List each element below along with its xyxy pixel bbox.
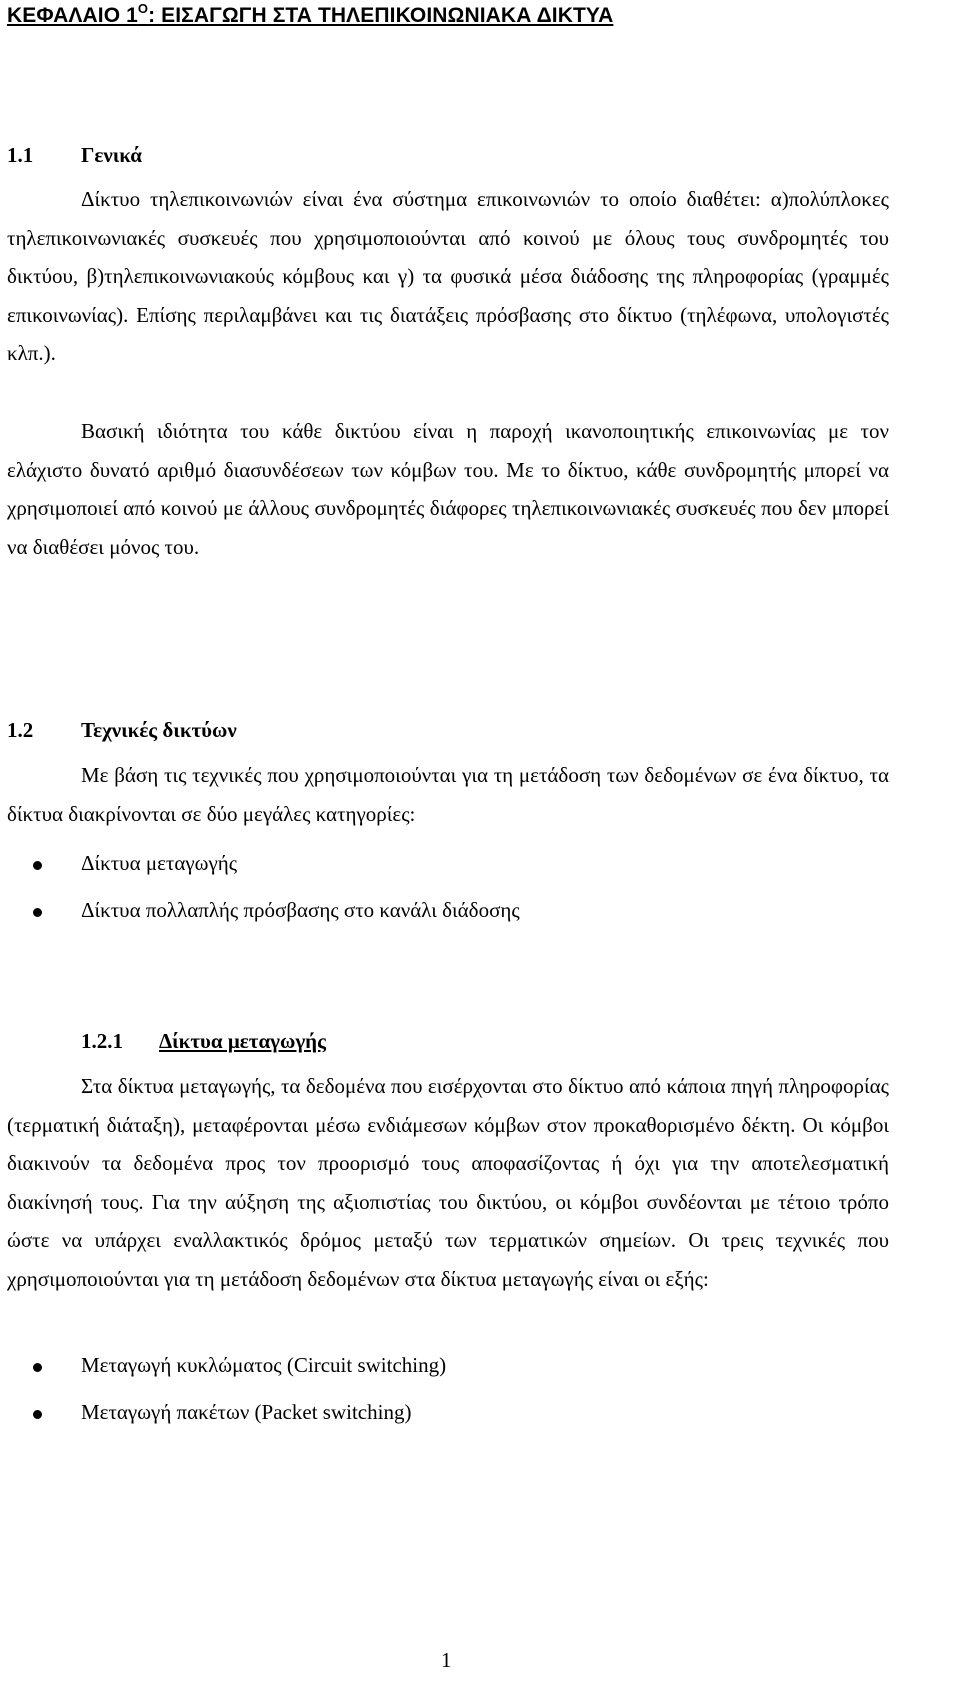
chapter-title-superscript: Ο [137,1,149,16]
section-title: Γενικά [81,143,143,167]
chapter-title-prefix: ΚΕΦΑΛΑΙΟ 1 [7,4,138,27]
section-number: 1.2 [7,718,34,742]
section-1-1-paragraph-1 [7,180,889,373]
list-item-text: Μεταγωγή κυκλώματος (Circuit switching) [81,1353,447,1377]
list-item [0,887,520,934]
section-heading-1-2 [7,718,237,743]
list-item-text: Δίκτυα μεταγωγής [81,851,238,875]
section-number: 1.1 [7,143,34,167]
paragraph-text: Δίκτυο τηλεπικοινωνιών είναι ένα σύστημα επικοινωνιών το οποίο διαθέτει: α)πολύπλοκες τηλεπικοινωνιακές συσκευές που χρησιμοποιούνται από κοινού με όλους τους συνδρομητές του δικτύου, β)τηλεπικοινωνιακούς κόμβους και γ) τα φυσικά μέσα διάδοσης της πληροφορίας (γραμμές επικοινωνίας). Επίσης περιλαμβάνει και τις διατάξεις πρόσβασης στο δίκτυο (τηλέφωνα, υπολογιστές κλπ.). [7,187,889,366]
section-heading-1-2-1 [81,1029,326,1054]
list-item-text: Δίκτυα πολλαπλής πρόσβασης στο κανάλι διάδοσης [81,898,520,922]
section-number: 1.2.1 [81,1029,123,1053]
section-1-2-paragraph [7,756,889,833]
section-1-2-1-paragraph [7,1067,889,1299]
paragraph-text: Βασική ιδιότητα του κάθε δικτύου είναι η παροχή ικανοποιητικής επικοινωνίας με τον ελάχιστο δυνατό αριθμό διασυνδέσεων των κόμβων του. Με το δίκτυο, κάθε συνδρομητής μπορεί να χρησιμοποιεί από κοινού με άλλους συνδρομητές διάφορες τηλεπικοινωνιακές συσκευές που δεν μπορεί να διαθέσει μόνος του. [7,419,889,559]
list-item-text: Μεταγωγή πακέτων (Packet switching) [81,1400,412,1424]
section-heading-1-1 [7,143,142,168]
bullet-icon [33,861,42,870]
page-number: 1 [441,1648,452,1672]
section-1-1-paragraph-2 [7,412,889,566]
bullet-icon [33,1410,42,1419]
section-title: Δίκτυα μεταγωγής [159,1029,326,1053]
bullet-icon [33,1363,42,1372]
chapter-title [7,1,614,28]
chapter-title-suffix: : ΕΙΣΑΓΩΓΗ ΣΤΑ ΤΗΛΕΠΙΚΟΙΝΩΝΙΑΚΑ ΔΙΚΤΥΑ [148,4,614,27]
list-item [0,1389,446,1436]
section-1-2-1-bullet-list [0,1342,446,1436]
paragraph-text: Στα δίκτυα μεταγωγής, τα δεδομένα που εισέρχονται στο δίκτυο από κάποια πηγή πληροφορίας (τερματική διάταξη), μεταφέρονται μέσω ενδιάμεσων κόμβων στον προκαθορισμένο δέκτη. Οι κόμβοι διακινούν τα δεδομένα προς τον προορισμό τους αποφασίζοντας ή όχι για την αποτελεσματική διακίνησή τους. Για την αύξηση της αξιοπιστίας του δικτύου, οι κόμβοι συνδέονται με τέτοιο τρόπο ώστε να υπάρχει εναλλακτικός δρόμος μεταξύ των τερματικών σημείων. Οι τρεις τεχνικές που χρησιμοποιούνται για τη μετάδοση δεδομένων στα δίκτυα μεταγωγής είναι οι εξής: [7,1074,889,1291]
paragraph-text: Με βάση τις τεχνικές που χρησιμοποιούνται για τη μετάδοση των δεδομένων σε ένα δίκτυο, τα δίκτυα διακρίνονται σε δύο μεγάλες κατηγορίες: [7,763,889,826]
section-1-2-bullet-list [0,840,520,934]
list-item [0,1342,446,1389]
section-title: Τεχνικές δικτύων [81,718,237,742]
list-item [0,840,520,887]
bullet-icon [33,908,42,917]
